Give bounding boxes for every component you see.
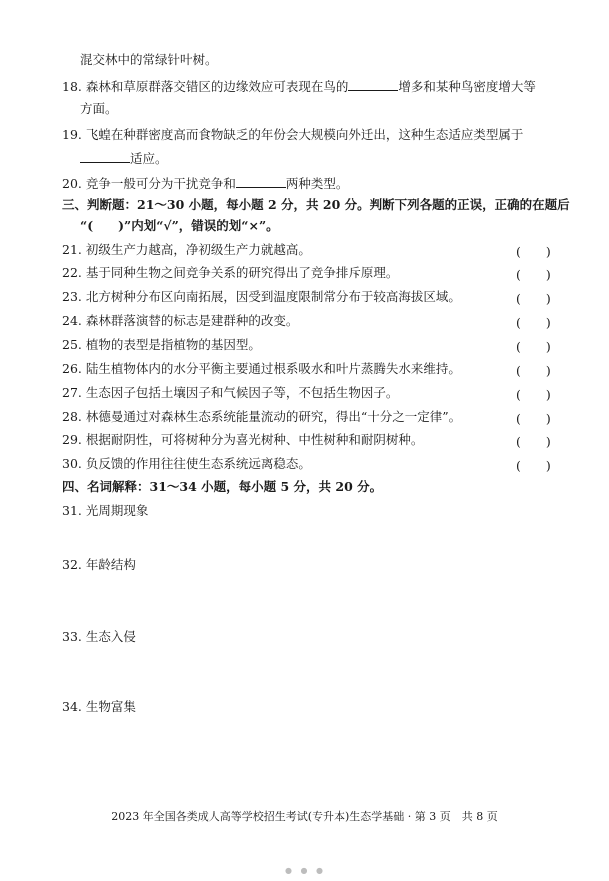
judge-question: 28. 林德曼通过对森林生态系统能量流动的研究，得出“十分之一定律”。 <box>62 409 462 424</box>
question-19-cont <box>80 150 168 167</box>
question-18-cont: 方面。 <box>80 101 118 116</box>
answer-paren[interactable]: ( ) <box>516 339 551 354</box>
term-question: 34. 生物富集 <box>62 699 136 714</box>
question-18-blank[interactable] <box>348 78 398 91</box>
question-18-text-a: 18. 森林和草原群落交错区的边缘效应可表现在鸟的 <box>62 79 349 94</box>
answer-paren[interactable]: ( ) <box>516 315 551 330</box>
judge-question: 23. 北方树种分布区向南拓展，因受到温度限制常分布于较高海拔区域。 <box>62 289 461 304</box>
judge-question: 30. 负反馈的作用往往使生态系统远离稳态。 <box>62 456 311 471</box>
question-19-blank[interactable] <box>80 150 130 163</box>
watermark-dots: ● ● ● <box>285 866 327 875</box>
answer-paren[interactable]: ( ) <box>516 434 551 449</box>
judge-question: 25. 植物的表型是指植物的基因型。 <box>62 337 261 352</box>
judge-question: 21. 初级生产力越高，净初级生产力就越高。 <box>62 242 311 257</box>
question-19: 19. 飞蝗在种群密度高而食物缺乏的年份会大规模向外迁出，这种生态适应类型属于 <box>62 127 524 142</box>
judge-question: 29. 根据耐阴性，可将树种分为喜光树种、中性树种和耐阴树种。 <box>62 432 424 447</box>
answer-paren[interactable]: ( ) <box>516 363 551 378</box>
answer-paren[interactable]: ( ) <box>516 244 551 259</box>
page-footer: 2023 年全国各类成人高等学校招生考试(专升本)生态学基础 · 第 3 页 共 8 页 <box>111 810 498 823</box>
section-3-heading: 三、判断题：21～30 小题，每小题 2 分，共 20 分。判断下列各题的正误，正确的在题后 <box>62 197 570 212</box>
judge-question: 27. 生态因子包括土壤因子和气候因子等，不包括生物因子。 <box>62 385 399 400</box>
question-18 <box>62 78 536 95</box>
section-4-heading: 四、名词解释：31～34 小题，每小题 5 分，共 20 分。 <box>62 479 383 494</box>
answer-paren[interactable]: ( ) <box>516 411 551 426</box>
answer-paren[interactable]: ( ) <box>516 267 551 282</box>
answer-paren[interactable]: ( ) <box>516 458 551 473</box>
judge-question: 22. 基于同种生物之间竞争关系的研究得出了竞争排斥原理。 <box>62 265 399 280</box>
section-3-heading-cont: “( )”内划“√”，错误的划“×”。 <box>80 218 279 233</box>
question-18-text-b: 增多和某种鸟密度增大等 <box>398 79 536 94</box>
question-20-blank[interactable] <box>236 175 286 188</box>
term-question: 31. 光周期现象 <box>62 503 149 518</box>
judge-question: 24. 森林群落演替的标志是建群种的改变。 <box>62 313 299 328</box>
answer-paren[interactable]: ( ) <box>516 291 551 306</box>
term-question: 32. 年龄结构 <box>62 557 136 572</box>
question-20 <box>62 175 348 192</box>
question-20-text-b: 两种类型。 <box>285 176 349 191</box>
continuation-line: 混交林中的常绿针叶树。 <box>80 52 218 67</box>
answer-paren[interactable]: ( ) <box>516 387 551 402</box>
question-20-text-a: 20. 竞争一般可分为干扰竞争和 <box>62 176 236 191</box>
question-19-text-b: 适应。 <box>130 151 168 166</box>
judge-question: 26. 陆生植物体内的水分平衡主要通过根系吸水和叶片蒸腾失水来维持。 <box>62 361 461 376</box>
term-question: 33. 生态入侵 <box>62 629 136 644</box>
